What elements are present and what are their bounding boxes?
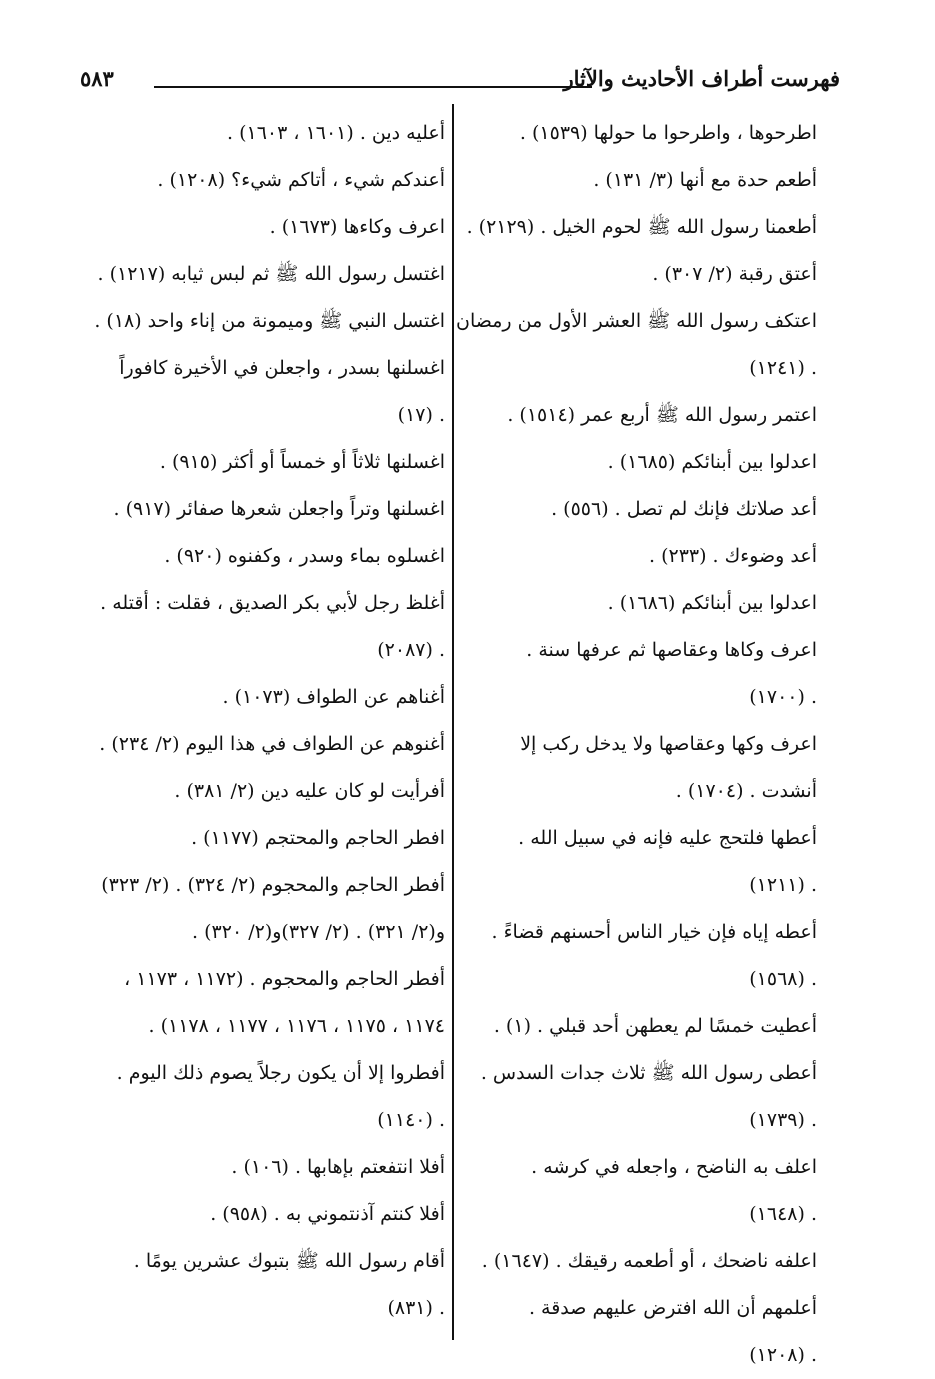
entry-line: اغتسل رسول الله ﷺ ثم لبس ثيابه (١٢١٧) . [97, 263, 445, 285]
index-entry [462, 909, 817, 1003]
index-entry [462, 392, 817, 439]
index-entry [462, 157, 817, 204]
index-entry [462, 627, 817, 721]
entry-line: اعدلوا بين أبنائكم (١٦٨٦) . [607, 592, 817, 614]
index-entry [84, 768, 445, 815]
entry-line: . (١٧٣٩) [749, 1109, 817, 1131]
entry-line: . (١٢١١) [749, 874, 817, 896]
index-entry [84, 439, 445, 486]
index-entry [462, 1144, 817, 1238]
entry-line: اعدلوا بين أبنائكم (١٦٨٥) . [607, 451, 817, 473]
index-entry [84, 298, 445, 345]
entry-line: . (١١٤٠) [377, 1109, 445, 1131]
index-entry [84, 1191, 445, 1238]
entry-line: و(٢/ ٣٢١) . (٢/ ٣٢٧)و(٢/ ٣٢٠) . [192, 921, 445, 943]
entry-line: . (٨٣١) [387, 1297, 445, 1319]
entry-line: اغتسل النبي ﷺ وميمونة من إناء واحد (١٨) . [94, 310, 445, 332]
index-entry [84, 1144, 445, 1191]
entry-line: . (١٧) [397, 404, 445, 426]
entry-line: أعطى رسول الله ﷺ ثلاث جدات السدس . [480, 1062, 817, 1084]
entry-line: اعرف وكاءها (١٦٧٣) . [269, 216, 445, 238]
entry-line: أعليه دين . (١٦٠١ ، ١٦٠٣) . [227, 122, 445, 144]
index-entry [84, 956, 445, 1050]
entry-line: . (١٢٠٨) [749, 1344, 817, 1366]
entry-line: أعد صلاتك فإنك لم تصل . (٥٥٦) . [551, 498, 817, 520]
entry-line: اطرحوها ، واطرحوا ما حولها (١٥٣٩) . [519, 122, 817, 144]
index-entry [462, 439, 817, 486]
index-entry [462, 486, 817, 533]
entry-line: اغسلوه بماء وسدر ، وكفنوه (٩٢٠) . [164, 545, 445, 567]
entry-line: . (٢٠٨٧) [377, 639, 445, 661]
index-entry [84, 157, 445, 204]
entry-line: أطعم حدة مع أنها (٣/ ١٣١) . [593, 169, 817, 191]
entry-line: أفلا كنتم آذنتموني به . (٩٥٨) . [210, 1203, 445, 1225]
index-entry [462, 533, 817, 580]
entry-line: اعتكف رسول الله ﷺ العشر الأول من رمضان [456, 310, 817, 332]
entry-line: اعتمر رسول الله ﷺ أربع عمر (١٥١٤) . [507, 404, 817, 426]
index-entry [84, 862, 445, 956]
index-entry [84, 251, 445, 298]
entry-line: اعلف به الناضح ، واجعله في كرشه . [531, 1156, 817, 1178]
entry-line: أعلمهم أن الله افترض عليهم صدقة . [528, 1297, 817, 1319]
entry-line: أطعمنا رسول الله ﷺ لحوم الخيل . (٢١٢٩) . [466, 216, 817, 238]
entry-line: اعرف وكها وعقاصها ولا يدخل ركب إلا [520, 733, 817, 755]
entry-line: أعندكم شيء ، أتاكم شيء؟ (١٢٠٨) . [157, 169, 445, 191]
entry-line: أقام رسول الله ﷺ بتبوك عشرين يومًا . [133, 1250, 445, 1272]
entry-line: أعطها فلتحج عليه فإنه في سبيل الله . [518, 827, 817, 849]
index-entry [84, 1050, 445, 1144]
entry-line: افطر الحاجم والمحتجم (١١٧٧) . [191, 827, 445, 849]
index-entry [462, 1238, 817, 1285]
entry-line: أفطروا إلا أن يكون رجلاً يصوم ذلك اليوم . [116, 1062, 445, 1084]
index-entry [84, 110, 445, 157]
entry-line: أعطيت خمسًا لم يعطهن أحد قبلي . (١) . [493, 1015, 817, 1037]
page-title: فهرست أطراف الأحاديث والآثار [563, 66, 840, 91]
entry-line: . (١٥٦٨) [749, 968, 817, 990]
entry-line: أغناهم عن الطواف (١٠٧٣) . [222, 686, 445, 708]
entry-line: أفرأيت لو كان عليه دين (٢/ ٣٨١) . [174, 780, 445, 802]
index-entry [462, 580, 817, 627]
index-entry [84, 674, 445, 721]
index-entry [462, 721, 817, 815]
index-entry [456, 298, 817, 392]
entry-line: أعتق رقبة (٢/ ٣٠٧) . [652, 263, 817, 285]
entry-line: أفلا انتفعتم بإهابها . (١٠٦) . [231, 1156, 445, 1178]
column-divider [452, 104, 454, 1340]
entry-line: اغسلنها وتراً واجعلن شعرها صفائر (٩١٧) . [113, 498, 445, 520]
index-entry [462, 1050, 817, 1144]
index-entry [462, 204, 817, 251]
index-entry [84, 721, 445, 768]
entry-line: أغنوهم عن الطواف في هذا اليوم (٢/ ٢٣٤) . [99, 733, 445, 755]
entry-line: أنشدت . (١٧٠٤) . [675, 780, 817, 802]
index-entry [84, 580, 445, 674]
index-entry [84, 204, 445, 251]
index-entry [84, 1238, 445, 1332]
entry-line: اعرف وكاها وعقاصها ثم عرفها سنة . [526, 639, 817, 661]
page-number: ٥٨٣ [80, 66, 114, 91]
index-entry [462, 1003, 817, 1050]
index-entry [462, 110, 817, 157]
entry-line: اغسلنها ثلاثاً أو خمساً أو أكثر (٩١٥) . [159, 451, 445, 473]
index-entry [462, 251, 817, 298]
page-header [80, 62, 840, 102]
entry-line: أفطر الحاجم والمحجوم (٢/ ٣٢٤) . (٢/ ٣٢٣) [101, 874, 445, 896]
index-column-left [84, 110, 445, 1332]
header-rule [154, 86, 592, 88]
index-entry [462, 815, 817, 909]
index-column-right [456, 110, 817, 1379]
entry-line: ١١٧٤ ، ١١٧٥ ، ١١٧٦ ، ١١٧٧ ، ١١٧٨) . [148, 1015, 445, 1037]
entry-line: . (١٦٤٨) [749, 1203, 817, 1225]
entry-line: . (١٢٤١) [749, 357, 817, 379]
index-entry [84, 533, 445, 580]
index-entry [84, 815, 445, 862]
entry-line: . (١٧٠٠) [749, 686, 817, 708]
entry-line: اعلفه ناضحك ، أو أطعمه رقيقك . (١٦٤٧) . [481, 1250, 817, 1272]
entry-line: اغسلنها بسدر ، واجعلن في الأخيرة كافوراً [119, 357, 445, 379]
index-entry [462, 1285, 817, 1379]
entry-line: أغلظ رجل لأبي بكر الصديق ، فقلت : أقتله . [100, 592, 445, 614]
entry-line: أعد وضوءك . (٢٣٣) . [648, 545, 817, 567]
index-entry [84, 345, 445, 439]
entry-line: أعطه إياه فإن خيار الناس أحسنهم قضاءً . [491, 921, 817, 943]
entry-line: أفطر الحاجم والمحجوم . (١١٧٢ ، ١١٧٣ ، [124, 968, 445, 990]
index-entry [84, 486, 445, 533]
